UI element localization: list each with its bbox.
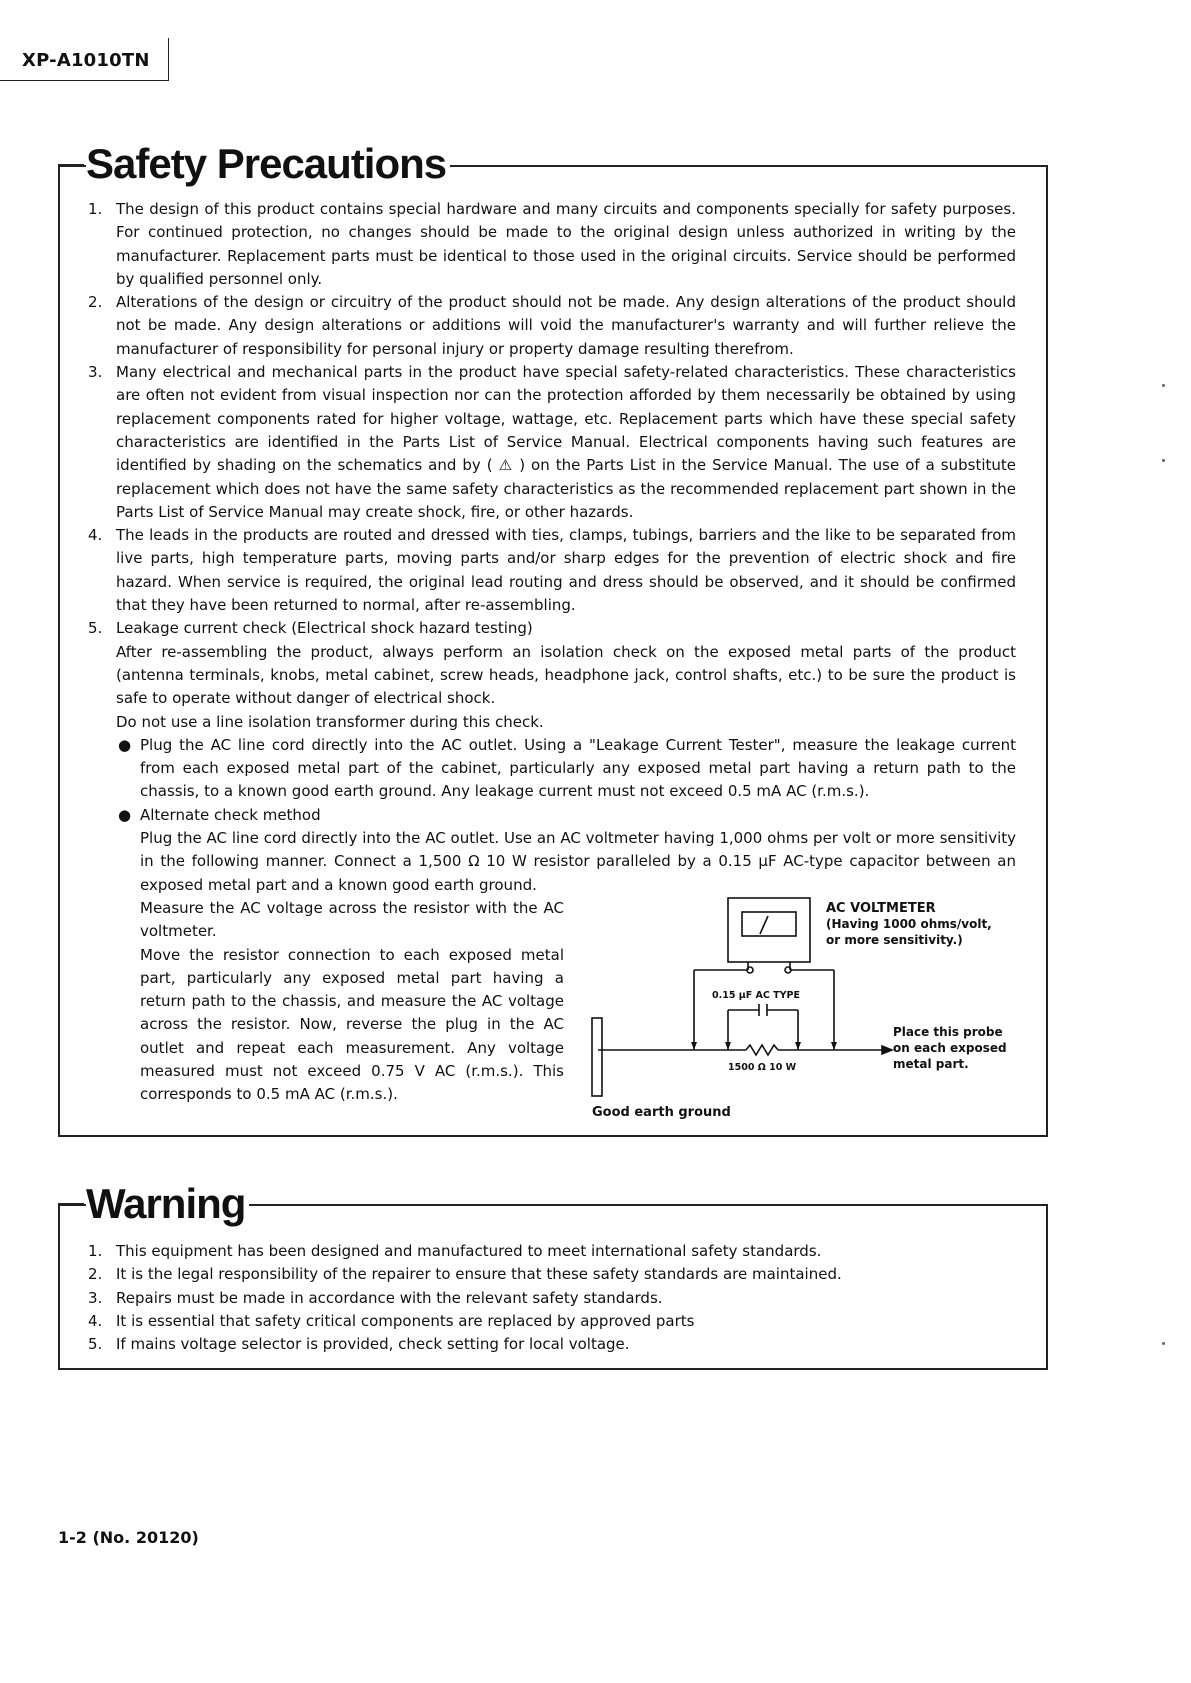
warning-item-1	[88, 1240, 1016, 1263]
measure-para-1: Measure the AC voltage across the resistor with the AC voltmeter.	[140, 898, 564, 941]
voltmeter-needle	[760, 916, 768, 934]
warning-item-2	[88, 1263, 1016, 1286]
voltmeter-dial	[742, 912, 796, 936]
scan-speck	[1162, 384, 1165, 387]
safety-item-4	[88, 524, 1016, 617]
scan-speck	[1162, 1342, 1165, 1345]
safety-item-3	[88, 361, 1016, 524]
item-text: Repairs must be made in accordance with the relevant safety standards.	[116, 1288, 663, 1307]
warning-item-3	[88, 1287, 1016, 1310]
item-number: 1.	[88, 1242, 103, 1260]
probe-label-3: metal part.	[893, 1057, 969, 1071]
warning-item-4	[88, 1310, 1016, 1333]
voltmeter-note-1: (Having 1000 ohms/volt,	[826, 917, 992, 931]
measure-text-block	[140, 897, 564, 1107]
item-text: It is essential that safety critical components are replaced by approved parts	[116, 1311, 695, 1330]
item-text: The design of this product contains special hardware and many circuits and components specially for safety purposes. For continued protection, no changes should be made to the original design unless authorized in writing by the manufacturer. Replacement parts must be identical to those used in the original circuits. Service should be performed by qualified personnel only.	[116, 200, 1016, 288]
safety-item-1	[88, 198, 1016, 291]
voltmeter-note-2: or more sensitivity.)	[826, 933, 963, 947]
safety-title-rule	[58, 164, 84, 166]
warning-triangle-icon: ⚠	[498, 456, 514, 475]
warning-list	[88, 1240, 1016, 1356]
safety-item-2	[88, 291, 1016, 361]
bullet-icon: ●	[118, 805, 132, 824]
item-number: 4.	[88, 526, 103, 545]
voltmeter-box	[728, 898, 810, 962]
leakage-heading: Leakage current check (Electrical shock hazard testing)	[116, 619, 533, 638]
capacitor-label: 0.15 μF AC TYPE	[712, 990, 800, 1001]
leakage-para-2: Do not use a line isolation transformer during this check.	[116, 712, 544, 731]
page-number: 1-2 (No. 20120)	[58, 1528, 199, 1547]
item-number: 5.	[88, 619, 103, 638]
warning-title: Warning	[86, 1180, 249, 1228]
item-number: 3.	[88, 1288, 103, 1307]
probe-label-2: on each exposed	[893, 1041, 1007, 1055]
bullet-text: Plug the AC line cord directly into the AC outlet. Using a "Leakage Current Tester", measure the leakage current from each exposed metal part of the cabinet, particularly any exposed metal part having a return path to the chassis, to a known good earth ground. Any leakage current must not exceed 0.5 mA AC (r.m.s.).	[140, 735, 1016, 801]
item-text: ) on the Parts List in the Service Manual. The use of a substitute replacement which does not have the same safety characteristics as the recommended replacement part shown in the Parts List of Service Manual may create shock, fire, or other hazards.	[116, 456, 1016, 521]
leakage-para-1: After re-assembling the product, always perform an isolation check on the exposed metal parts of the product (antenna terminals, knobs, metal cabinet, screw heads, headphone jack, control shafts, etc.) to be sure the product is safe to operate without danger of electrical shock.	[116, 642, 1016, 708]
item-number: 1.	[88, 200, 103, 218]
leakage-test-diagram	[570, 890, 1060, 1125]
probe-label-1: Place this probe	[893, 1025, 1003, 1039]
item-number: 2.	[88, 293, 103, 312]
item-number: 3.	[88, 363, 103, 382]
item-number: 5.	[88, 1335, 103, 1354]
resistor-label: 1500 Ω 10 W	[728, 1062, 797, 1073]
item-text: Alterations of the design or circuitry of the product should not be made. Any design alterations of the product should not be made. Any design alterations or additions will void the manufacturer's warranty and will further relieve the manufacturer of responsibility for personal injury or property damage resulting therefrom.	[116, 293, 1016, 358]
ground-label: Good earth ground	[592, 1105, 731, 1120]
scan-speck	[1162, 459, 1165, 462]
safety-title: Safety Precautions	[86, 140, 450, 188]
item-text: If mains voltage selector is provided, check setting for local voltage.	[116, 1335, 630, 1354]
item-text: This equipment has been designed and manufactured to meet international safety standards.	[116, 1242, 822, 1260]
alternate-method-title: Alternate check method	[140, 805, 321, 824]
item-number: 4.	[88, 1311, 103, 1330]
item-text: The leads in the products are routed and dressed with ties, clamps, tubings, barriers and the like to be separated from live parts, high temperature parts, moving parts and/or sharp edges for the prevention of electric shock and fire hazard. When service is required, the original lead routing and dress should be observed, and it should be confirmed that they have been returned to normal, after re-assembling.	[116, 526, 1016, 615]
alternate-method-text: Plug the AC line cord directly into the AC outlet. Use an AC voltmeter having 1,000 ohms per volt or more sensitivity in the following manner. Connect a 1,500 Ω 10 W resistor paralleled by a 0.15 μF AC-type capacitor between an exposed metal part and a known good earth ground.	[140, 829, 1016, 894]
leakage-bullet-1	[116, 734, 1016, 804]
warning-item-5	[88, 1333, 1016, 1356]
item-text: Many electrical and mechanical parts in the product have special safety-related characteristics. These characteristics are often not evident from visual inspection nor can the protection afforded by them necessarily be obtained by using replacement components rated for higher voltage, wattage, etc. Replacement parts which have these special safety characteristics are identified in the Parts List of Service Manual. Electrical components having such features are identified by shading on the schematics and by (	[116, 363, 1016, 475]
model-number: XP-A1010TN	[22, 50, 150, 71]
voltmeter-label: AC VOLTMETER	[826, 901, 936, 916]
ground-plate	[592, 1018, 602, 1096]
measure-para-2: Move the resistor connection to each exposed metal part, particularly any exposed metal part having a return path to the chassis, and measure the AC voltage across the resistor. Now, reverse the plug in the AC outlet and repeat each measurement. Any voltage measured must not exceed 0.75 V AC (r.m.s.). This corresponds to 0.5 mA AC (r.m.s.).	[140, 945, 564, 1104]
bullet-icon: ●	[118, 735, 132, 754]
item-number: 2.	[88, 1265, 103, 1284]
warning-title-rule	[58, 1203, 84, 1205]
item-text: It is the legal responsibility of the repairer to ensure that these safety standards are maintained.	[116, 1265, 842, 1284]
